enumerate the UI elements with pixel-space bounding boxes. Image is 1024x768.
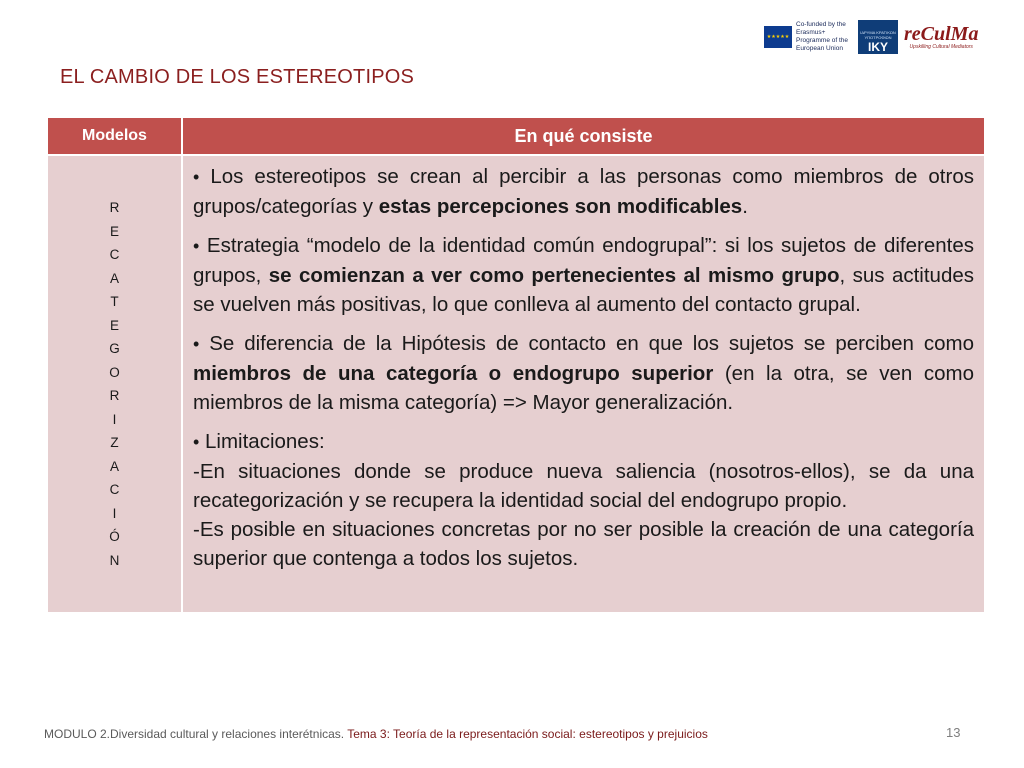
limitation-text: -Es posible en situaciones concretas por no ser posible la creación de una categoría superior que contenga a todos los sujetos. — [193, 518, 974, 570]
model-letter: A — [109, 458, 119, 474]
model-cell — [48, 156, 181, 612]
model-letter: E — [109, 317, 119, 333]
bullet-icon: • — [193, 236, 200, 256]
model-letter: G — [109, 341, 120, 356]
model-letter: O — [109, 364, 120, 380]
bullet-icon: • — [193, 167, 200, 187]
limitation-text: -En situaciones donde se produce nueva saliencia (nosotros-ellos), se da una recategorización y se recupera la identidad social del endogrupo propio. — [193, 460, 974, 512]
model-letter: C — [109, 482, 120, 497]
slide-title: EL CAMBIO DE LOS ESTEREOTIPOS — [60, 66, 415, 88]
bullet-icon: • — [193, 432, 200, 452]
bullet-paragraph: • Limitaciones: — [193, 430, 325, 453]
bullet-paragraph: • Se diferencia de la Hipótesis de contacto en que los sujetos se perciben como miembros de una categoría o endogrupo superior (en la otra, se ven como miembros de la misma categoría) => Mayor generalización. — [193, 332, 975, 414]
model-letter: Z — [110, 435, 119, 450]
bullet-paragraph: • Los estereotipos se crean al percibir a las personas como miembros de otros grupos/categorías y estas percepciones son modificables. — [193, 165, 974, 218]
header-consist: En qué consiste — [183, 118, 984, 154]
model-letter: R — [109, 388, 120, 403]
footer-text — [44, 727, 708, 741]
content-table — [48, 118, 984, 612]
model-letter: A — [109, 270, 119, 286]
page-number: 13 — [946, 725, 961, 740]
reculma-logo: reCulMa Upskilling Cultural Mediators — [904, 23, 979, 50]
partner-logos — [764, 20, 978, 54]
model-vertical-text — [109, 196, 120, 572]
eu-cofunded-text: Co-funded by the Erasmus+ Programme of the European Union — [796, 21, 849, 52]
bullet-icon: • — [193, 334, 200, 354]
model-letter: T — [110, 294, 119, 309]
model-letter: N — [109, 552, 120, 568]
model-letter: E — [109, 223, 119, 239]
footer-module: MODULO 2.Diversidad cultural y relaciones interétnicas. — [44, 727, 348, 741]
bullet-paragraph: • Estrategia “modelo de la identidad común endogrupal”: si los sujetos de diferentes grupos, se comienzan a ver como pertenecientes al mismo grupo, sus actitudes se vuelven más positivas, lo que conlleva al aumento del contacto grupal. — [193, 234, 974, 316]
table-row — [48, 156, 984, 612]
model-letter: I — [112, 411, 117, 427]
eu-flag-icon: ★★★★★ — [764, 26, 792, 48]
model-letter: R — [109, 200, 120, 215]
footer-topic: Tema 3: Teoría de la representación social: estereotipos y prejuicios — [347, 727, 708, 741]
table-header — [48, 118, 984, 154]
model-letter: Ó — [109, 529, 120, 544]
header-models: Modelos — [48, 118, 181, 154]
model-letter: I — [112, 505, 117, 521]
content-cell — [183, 156, 984, 612]
model-letter: C — [109, 247, 120, 262]
iky-logo: ΙΔΡΥΜΑ ΚΡΑΤΙΚΩΝ ΥΠΟΤΡΟΦΙΩΝ IKY — [858, 20, 898, 54]
